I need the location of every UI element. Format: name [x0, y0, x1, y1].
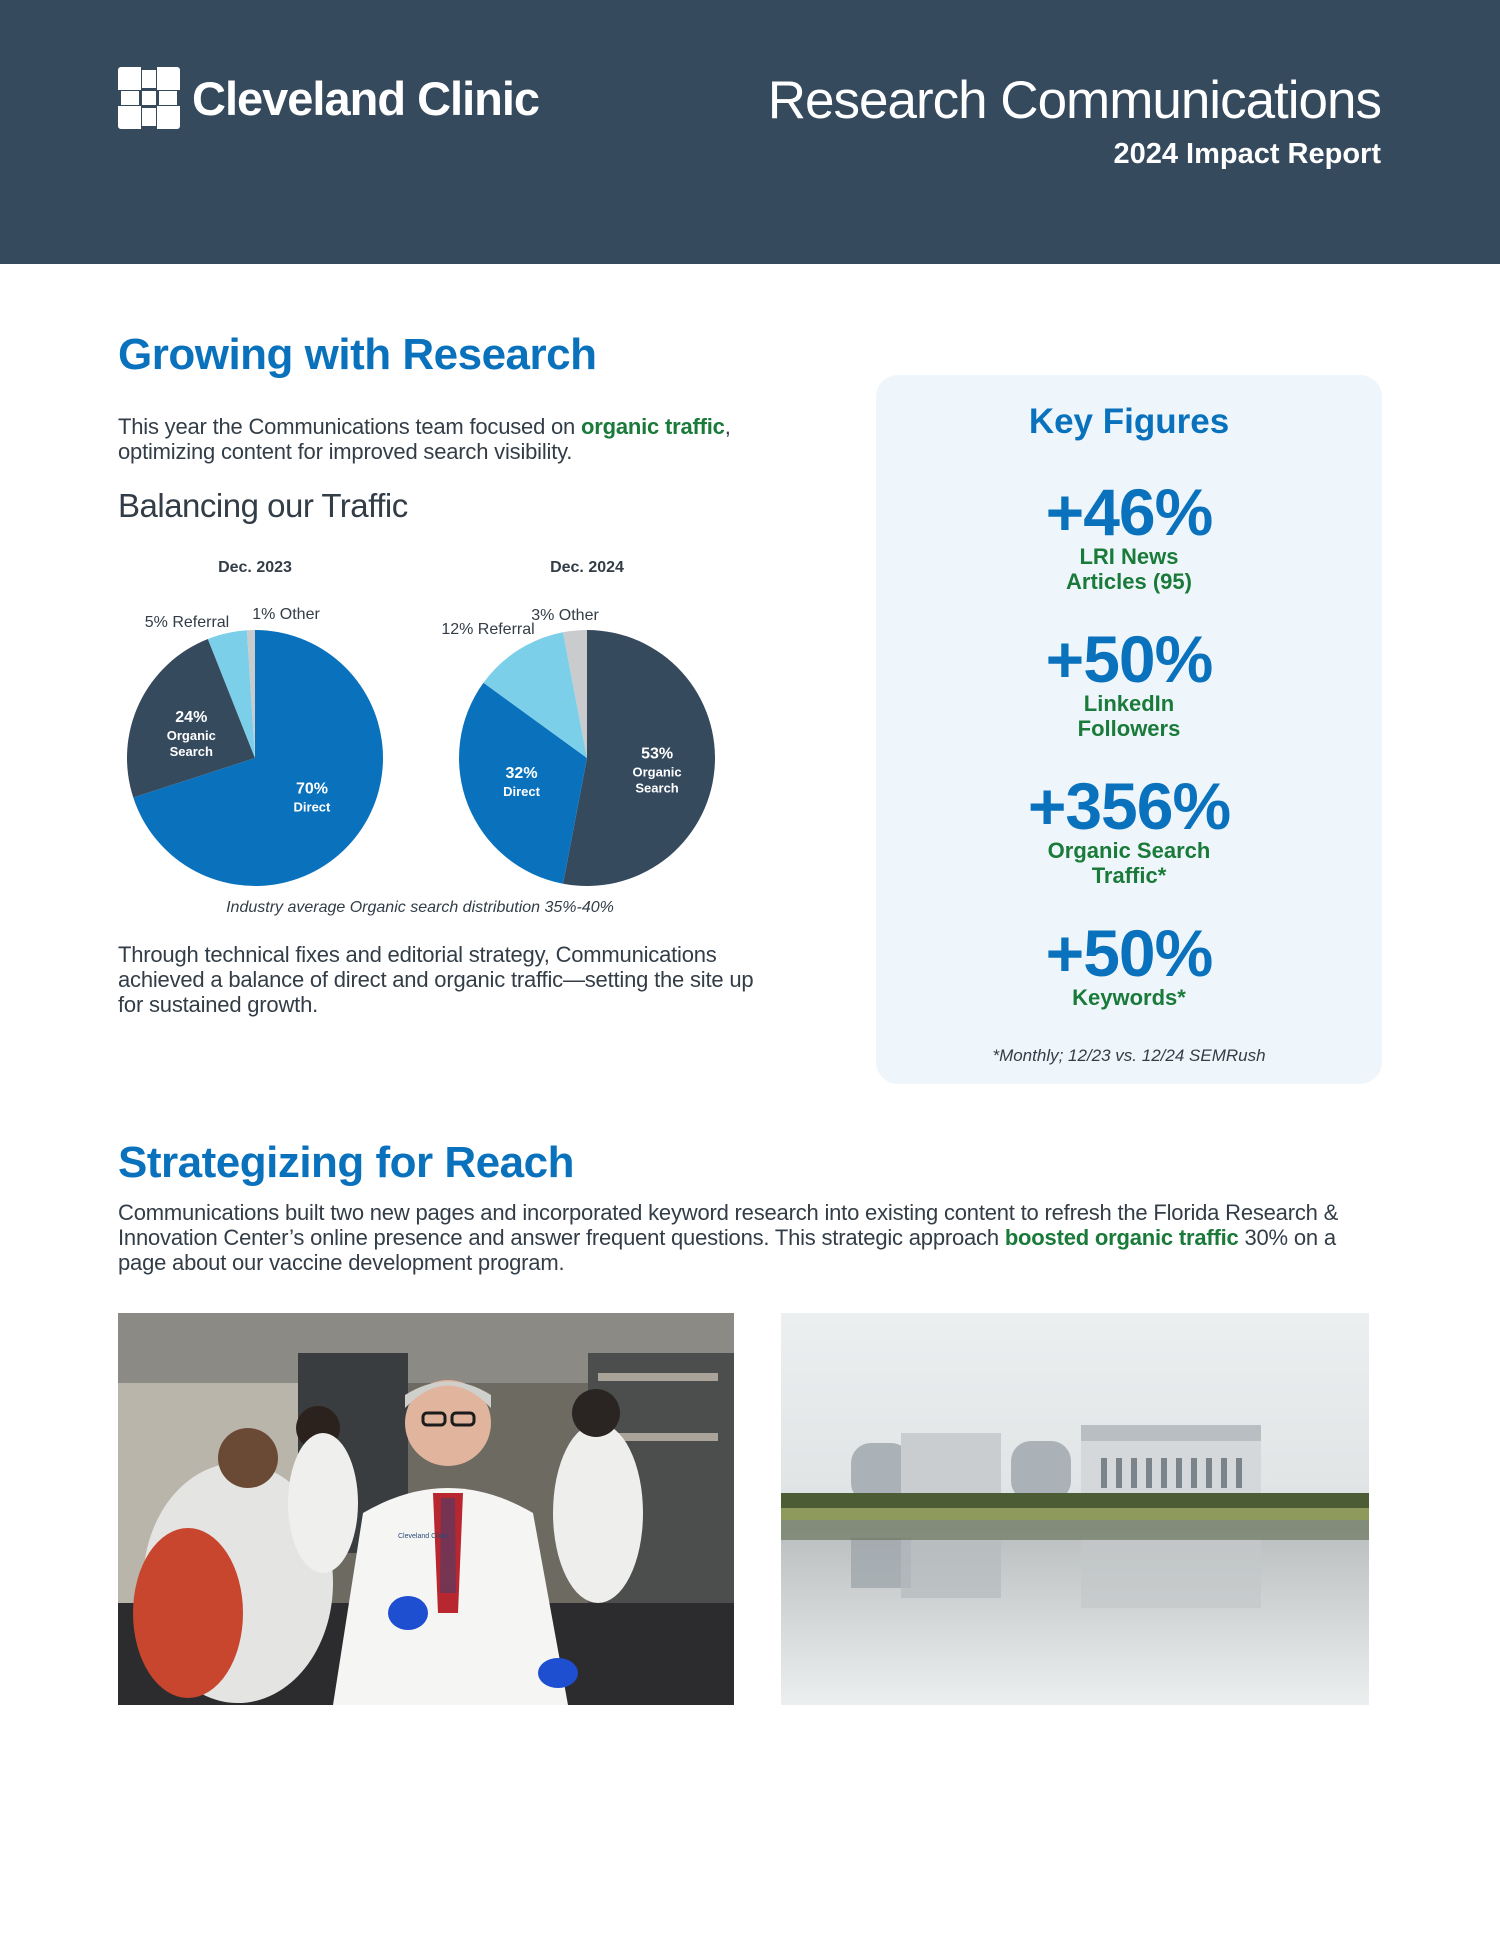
traffic-pie-charts	[118, 548, 738, 920]
key-figure-value: +50%	[1045, 916, 1213, 990]
reach-text-end: 30% on a page about our vaccine development program.	[118, 1225, 1336, 1275]
pie-2023-label-direct: 70%	[295, 780, 328, 798]
section-title-reach: Strategizing for Reach	[118, 1138, 574, 1187]
key-figure-value: +356%	[1027, 769, 1231, 843]
industry-average-note: Industry average Organic search distribution 35%-40%	[226, 899, 614, 916]
cleveland-clinic-logo	[118, 67, 539, 129]
key-figure-label: LinkedIn Followers	[1077, 691, 1181, 741]
key-figure-label: Keywords*	[1072, 985, 1186, 1010]
pie-2024-label-other: 3% Other	[531, 607, 599, 624]
pie-2023-label-organic-search: 24%	[175, 709, 208, 727]
florida-research-center-photo	[781, 1313, 1369, 1705]
pie-2024-label-direct: 32%	[505, 764, 538, 782]
reach-highlight: boosted organic traffic	[1004, 1225, 1239, 1250]
page-header	[0, 0, 1500, 264]
lab-researchers-photo	[118, 1313, 734, 1705]
pie-2024-label-name: Organic	[632, 764, 682, 780]
pie-2024-label-name: Search	[635, 780, 679, 796]
pie-2023-label-referral: 5% Referral	[144, 614, 230, 631]
reach-paragraph	[118, 1200, 1382, 1275]
key-figure	[876, 475, 1382, 594]
report-title: Research Communications	[767, 71, 1381, 130]
pie-2024-title: Dec. 2024	[550, 559, 624, 576]
pie-2024-label-organic-search: 53%	[641, 745, 674, 763]
pie-2024-label-referral: 12% Referral	[441, 621, 535, 638]
key-figure	[876, 622, 1382, 741]
key-figure-label: Organic Search Traffic*	[1047, 838, 1211, 888]
report-subtitle: 2024 Impact Report	[1113, 138, 1381, 170]
key-figure	[876, 769, 1382, 888]
key-figure-label: LRI News Articles (95)	[1066, 544, 1192, 594]
pie-2023-label-name: Direct	[293, 799, 331, 815]
pie-2023-label-name: Search	[169, 744, 213, 760]
key-figures-title: Key Figures	[1028, 402, 1230, 441]
intro-text-start: This year the Communications team focused on	[118, 414, 582, 439]
intro-highlight: organic traffic	[581, 414, 725, 439]
key-figures-footnote: *Monthly; 12/23 vs. 12/24 SEMRush	[992, 1046, 1266, 1065]
closing-paragraph: Through technical fixes and editorial strategy, Communications achieved a balance of direct and organic traffic—setting the site up for sustained growth.	[118, 942, 754, 1017]
key-figure-value: +46%	[1045, 475, 1213, 549]
pie-2023-label-name: Organic	[166, 728, 216, 744]
key-figure	[876, 916, 1382, 1010]
pie-2023-label-other: 1% Other	[252, 606, 320, 623]
logo-wordmark: Cleveland Clinic	[192, 71, 540, 125]
cleveland-clinic-cross-icon	[118, 67, 180, 129]
lab-coat-brand: Cleveland Clinic	[398, 1533, 449, 1540]
reach-text-start: Communications built two new pages and incorporated keyword research into existing content to refresh the Florida Research & Innovation Center’s online presence and answer frequent questions. This strategic approach	[118, 1200, 1339, 1250]
section-title-growing: Growing with Research	[118, 330, 597, 379]
pie-2024-label-name: Direct	[503, 783, 540, 799]
pie-2023-title: Dec. 2023	[218, 559, 292, 576]
key-figure-value: +50%	[1045, 622, 1213, 696]
intro-paragraph	[118, 414, 758, 464]
intro-text-end: , optimizing content for improved search visibility.	[118, 414, 731, 464]
chart-section-title: Balancing our Traffic	[118, 487, 408, 524]
